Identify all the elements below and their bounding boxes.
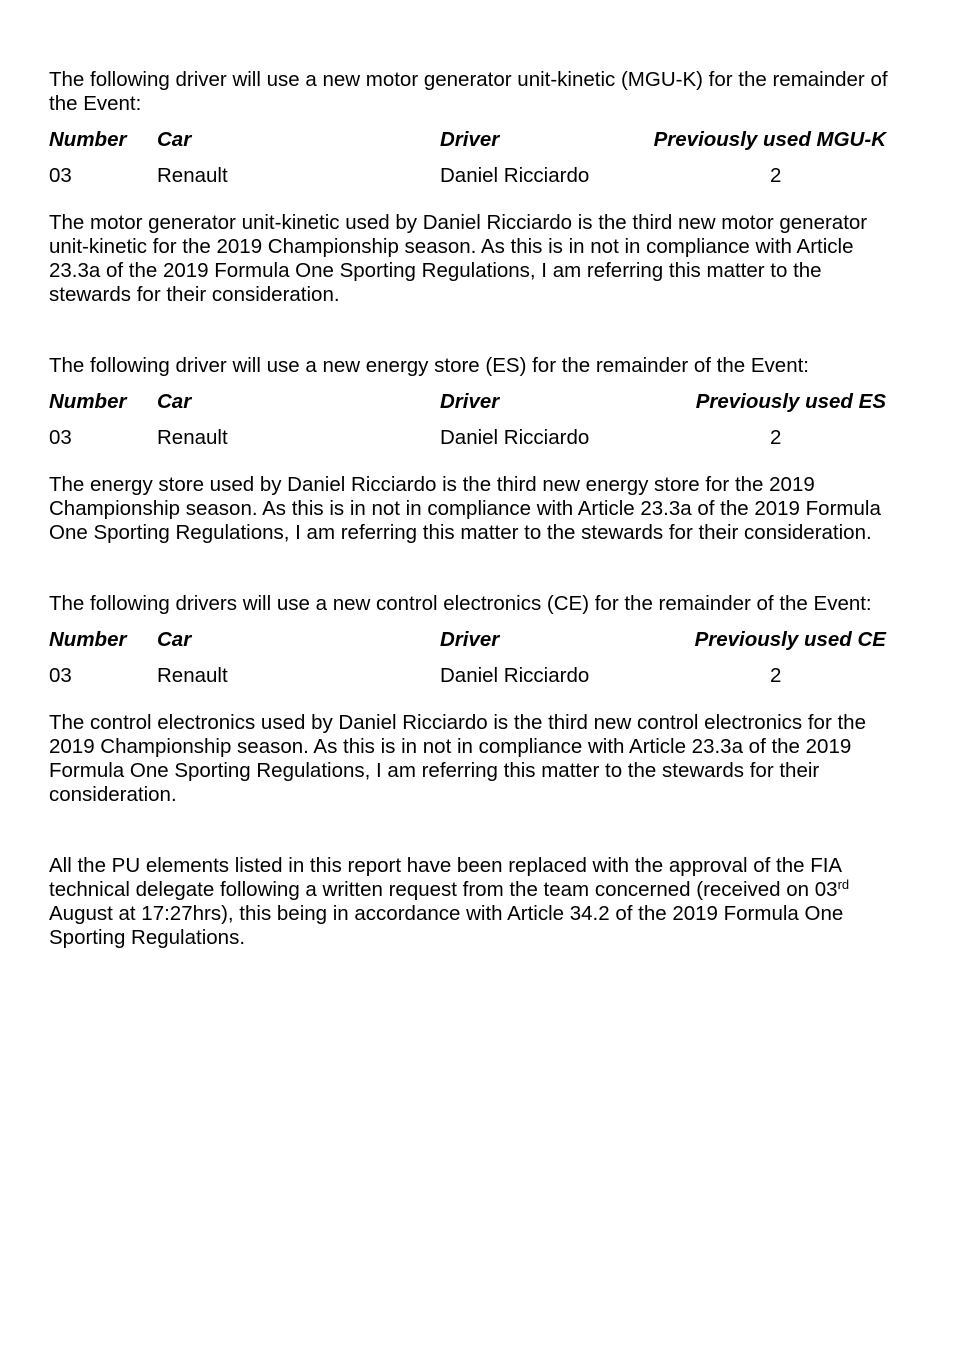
table-row — [49, 164, 894, 188]
closing-text-part2: August at 17:27hrs), this being in accordance with Article 34.2 of the 2019 Formula One Sporting Regulations. — [49, 902, 844, 949]
column-header-number: Number — [49, 390, 127, 413]
cell-previously-used: 2 — [770, 664, 782, 687]
ce-table — [49, 628, 894, 688]
es-intro-paragraph: The following driver will use a new energy store (ES) for the remainder of the Event: — [49, 354, 809, 377]
cell-number: 03 — [49, 426, 72, 449]
column-header-car: Car — [157, 390, 192, 413]
mguk-note-paragraph: The motor generator unit-kinetic used by Daniel Ricciardo is the third new motor generator unit-kinetic for the 2019 Championship season. As this is in not in compliance with Article 23.3a of the 2019 Formula One Sporting Regulations, I am referring this matter to the stewards for their consideration. — [49, 211, 868, 306]
cell-number: 03 — [49, 664, 72, 687]
ce-intro-paragraph: The following drivers will use a new control electronics (CE) for the remainder of the Event: — [49, 592, 872, 615]
cell-driver: Daniel Ricciardo — [440, 664, 590, 687]
table-header-row — [49, 128, 894, 152]
cell-car: Renault — [157, 426, 228, 449]
cell-number: 03 — [49, 164, 72, 187]
column-header-previously-used: Previously used MGU-K — [653, 128, 886, 151]
cell-car: Renault — [157, 164, 228, 187]
cell-car: Renault — [157, 664, 228, 687]
table-header-row — [49, 390, 894, 414]
table-header-row — [49, 628, 894, 652]
column-header-number: Number — [49, 628, 127, 651]
column-header-previously-used: Previously used CE — [694, 628, 886, 651]
es-note-paragraph: The energy store used by Daniel Ricciardo is the third new energy store for the 2019 Championship season. As this is in not in compliance with Article 23.3a of the 2019 Formula One Sporting Regulations, I am referring this matter to the stewards for their consideration. — [49, 473, 881, 544]
cell-driver: Daniel Ricciardo — [440, 426, 590, 449]
closing-paragraph — [49, 854, 894, 950]
es-table — [49, 390, 894, 450]
column-header-driver: Driver — [440, 128, 500, 151]
column-header-car: Car — [157, 128, 192, 151]
column-header-number: Number — [49, 128, 127, 151]
cell-driver: Daniel Ricciardo — [440, 164, 590, 187]
table-row — [49, 426, 894, 450]
column-header-driver: Driver — [440, 390, 500, 413]
closing-text-part1: All the PU elements listed in this report have been replaced with the approval of the FIA technical delegate following a written request from the team concerned (received on 03 — [49, 854, 841, 901]
column-header-previously-used: Previously used ES — [695, 390, 886, 413]
ordinal-suffix: rd — [837, 876, 850, 892]
mguk-table — [49, 128, 894, 188]
table-row — [49, 664, 894, 688]
ce-note-paragraph: The control electronics used by Daniel Ricciardo is the third new control electronics for the 2019 Championship season. As this is in not in compliance with Article 23.3a of the 2019 Formula One Sporting Regulations, I am referring this matter to the stewards for their consideration. — [49, 711, 866, 806]
cell-previously-used: 2 — [770, 164, 782, 187]
document-body — [49, 68, 894, 950]
column-header-driver: Driver — [440, 628, 500, 651]
column-header-car: Car — [157, 628, 192, 651]
mguk-intro-paragraph: The following driver will use a new motor generator unit-kinetic (MGU-K) for the remainder of the Event: — [49, 68, 888, 115]
cell-previously-used: 2 — [770, 426, 782, 449]
